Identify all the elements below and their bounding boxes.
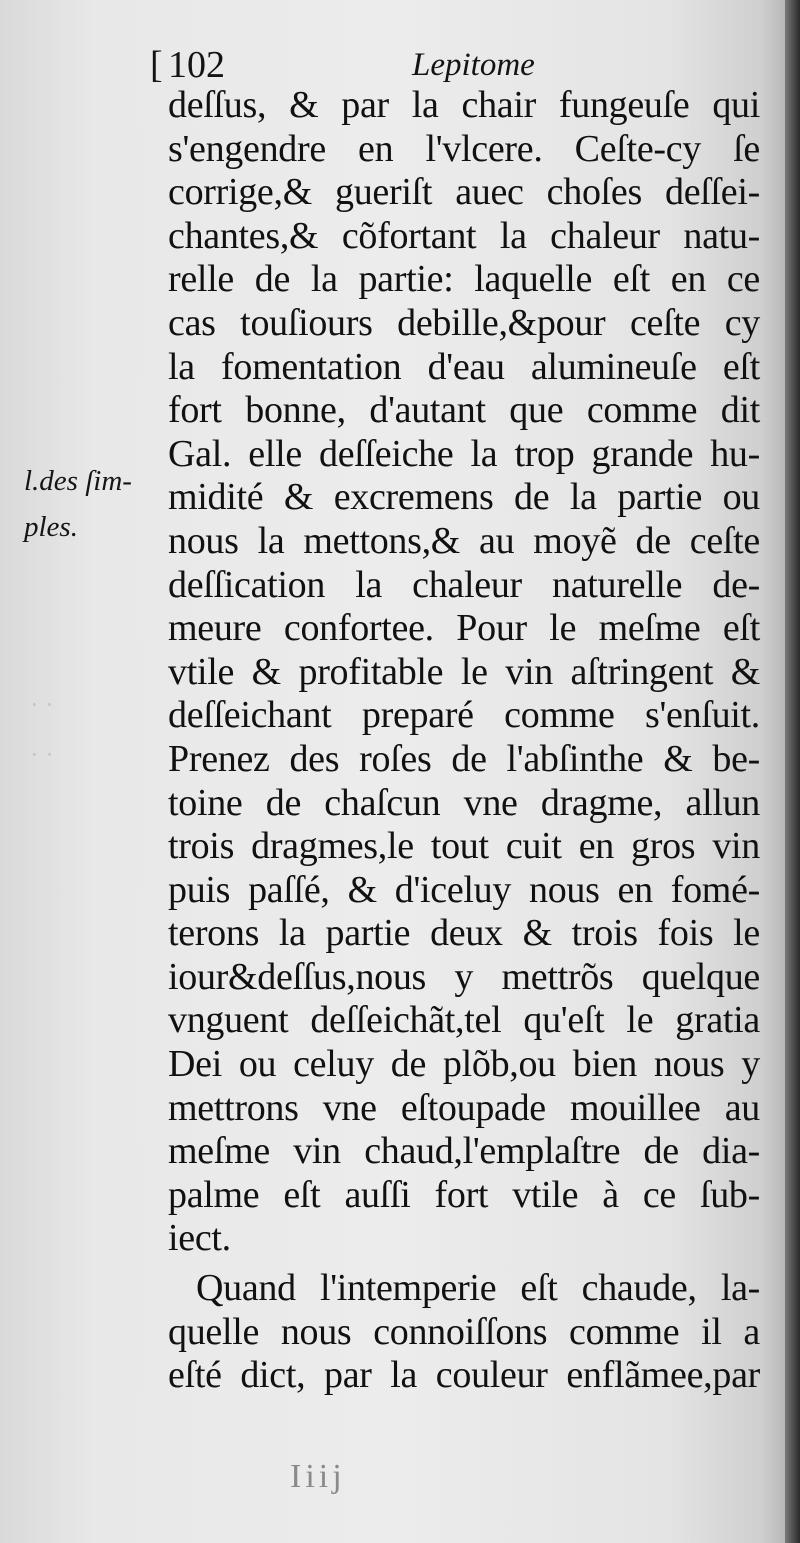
text-line: iour&deſſus,nous y mettrõs quelque: [168, 955, 760, 998]
text-line: deſſus, & par la chair fungeuſe qui: [168, 84, 760, 126]
margin-note-line: ples.: [24, 511, 78, 543]
text-line: meure confortee. Pour le meſme eſt: [168, 607, 760, 650]
text-line: cas touſiours debille,&pour ceſte cy: [168, 301, 760, 344]
text-line: eſté dict, par la couleur enflãmee,par: [168, 1354, 760, 1397]
text-line: palme eſt auſſi fort vtile à ce ſub-: [168, 1173, 760, 1216]
text-line: fort bonne, d'autant que comme dit: [168, 389, 760, 432]
page-edge-shadow: [785, 0, 800, 1543]
text-line: vnguent deſſeichãt,tel qu'eſt le gratia: [168, 999, 760, 1042]
show-through-mark: · ·: [30, 690, 54, 719]
text-line: vtile & profitable le vin aſtringent &: [168, 650, 760, 693]
text-line: terons la partie deux & trois fois le: [168, 912, 760, 955]
page-header: [150, 40, 760, 90]
text-line: Dei ou celuy de plõb,ou bien nous y: [168, 1043, 760, 1086]
text-line: midité & excremens de la partie ou: [168, 476, 760, 519]
page-number: 102: [168, 44, 225, 86]
margin-note-line: l.des ſim-: [24, 465, 132, 497]
text-line: chantes,& cõfortant la chaleur natu-: [168, 214, 760, 257]
text-line: Prenez des roſes de l'abſinthe & be-: [168, 737, 760, 780]
show-through-mark: · ·: [30, 740, 54, 769]
text-line: la fomentation d'eau alumineuſe eſt: [168, 345, 760, 388]
text-line: mettrons vne eſtoupade mouillee au: [168, 1086, 760, 1129]
body-text: [168, 84, 760, 1398]
text-line: deſſeichant preparé comme s'enſuit.: [168, 694, 760, 737]
text-line: iect.: [168, 1217, 231, 1260]
text-line: nous la mettons,& au moyẽ de ceſte: [168, 519, 760, 562]
running-head: Lepitome: [412, 47, 535, 83]
text-line: trois dragmes,le tout cuit en gros vin: [168, 825, 760, 868]
header-bracket: [: [150, 44, 163, 86]
text-line: quelle nous connoiſſons comme il a: [168, 1310, 760, 1353]
text-line: corrige,& gueriſt auec choſes deſſei-: [168, 171, 760, 214]
text-line: toine de chaſcun vne dragme, allun: [168, 781, 760, 824]
text-line: relle de la partie: laquelle eſt en ce: [168, 258, 760, 301]
text-line: deſſication la chaleur naturelle de-: [168, 563, 760, 606]
text-line: Gal. elle deſſeiche la trop grande hu-: [168, 432, 760, 475]
signature-mark: Iiij: [290, 1458, 346, 1495]
text-line: puis paſſé, & d'iceluy nous en fomé-: [168, 868, 760, 911]
text-line: s'engendre en l'vlcere. Ceſte-cy ſe: [168, 127, 760, 170]
text-line: Quand l'intemperie eſt chaude, la-: [196, 1267, 760, 1310]
margin-note: [24, 458, 159, 550]
text-line: meſme vin chaud,l'emplaſtre de dia-: [168, 1130, 760, 1173]
